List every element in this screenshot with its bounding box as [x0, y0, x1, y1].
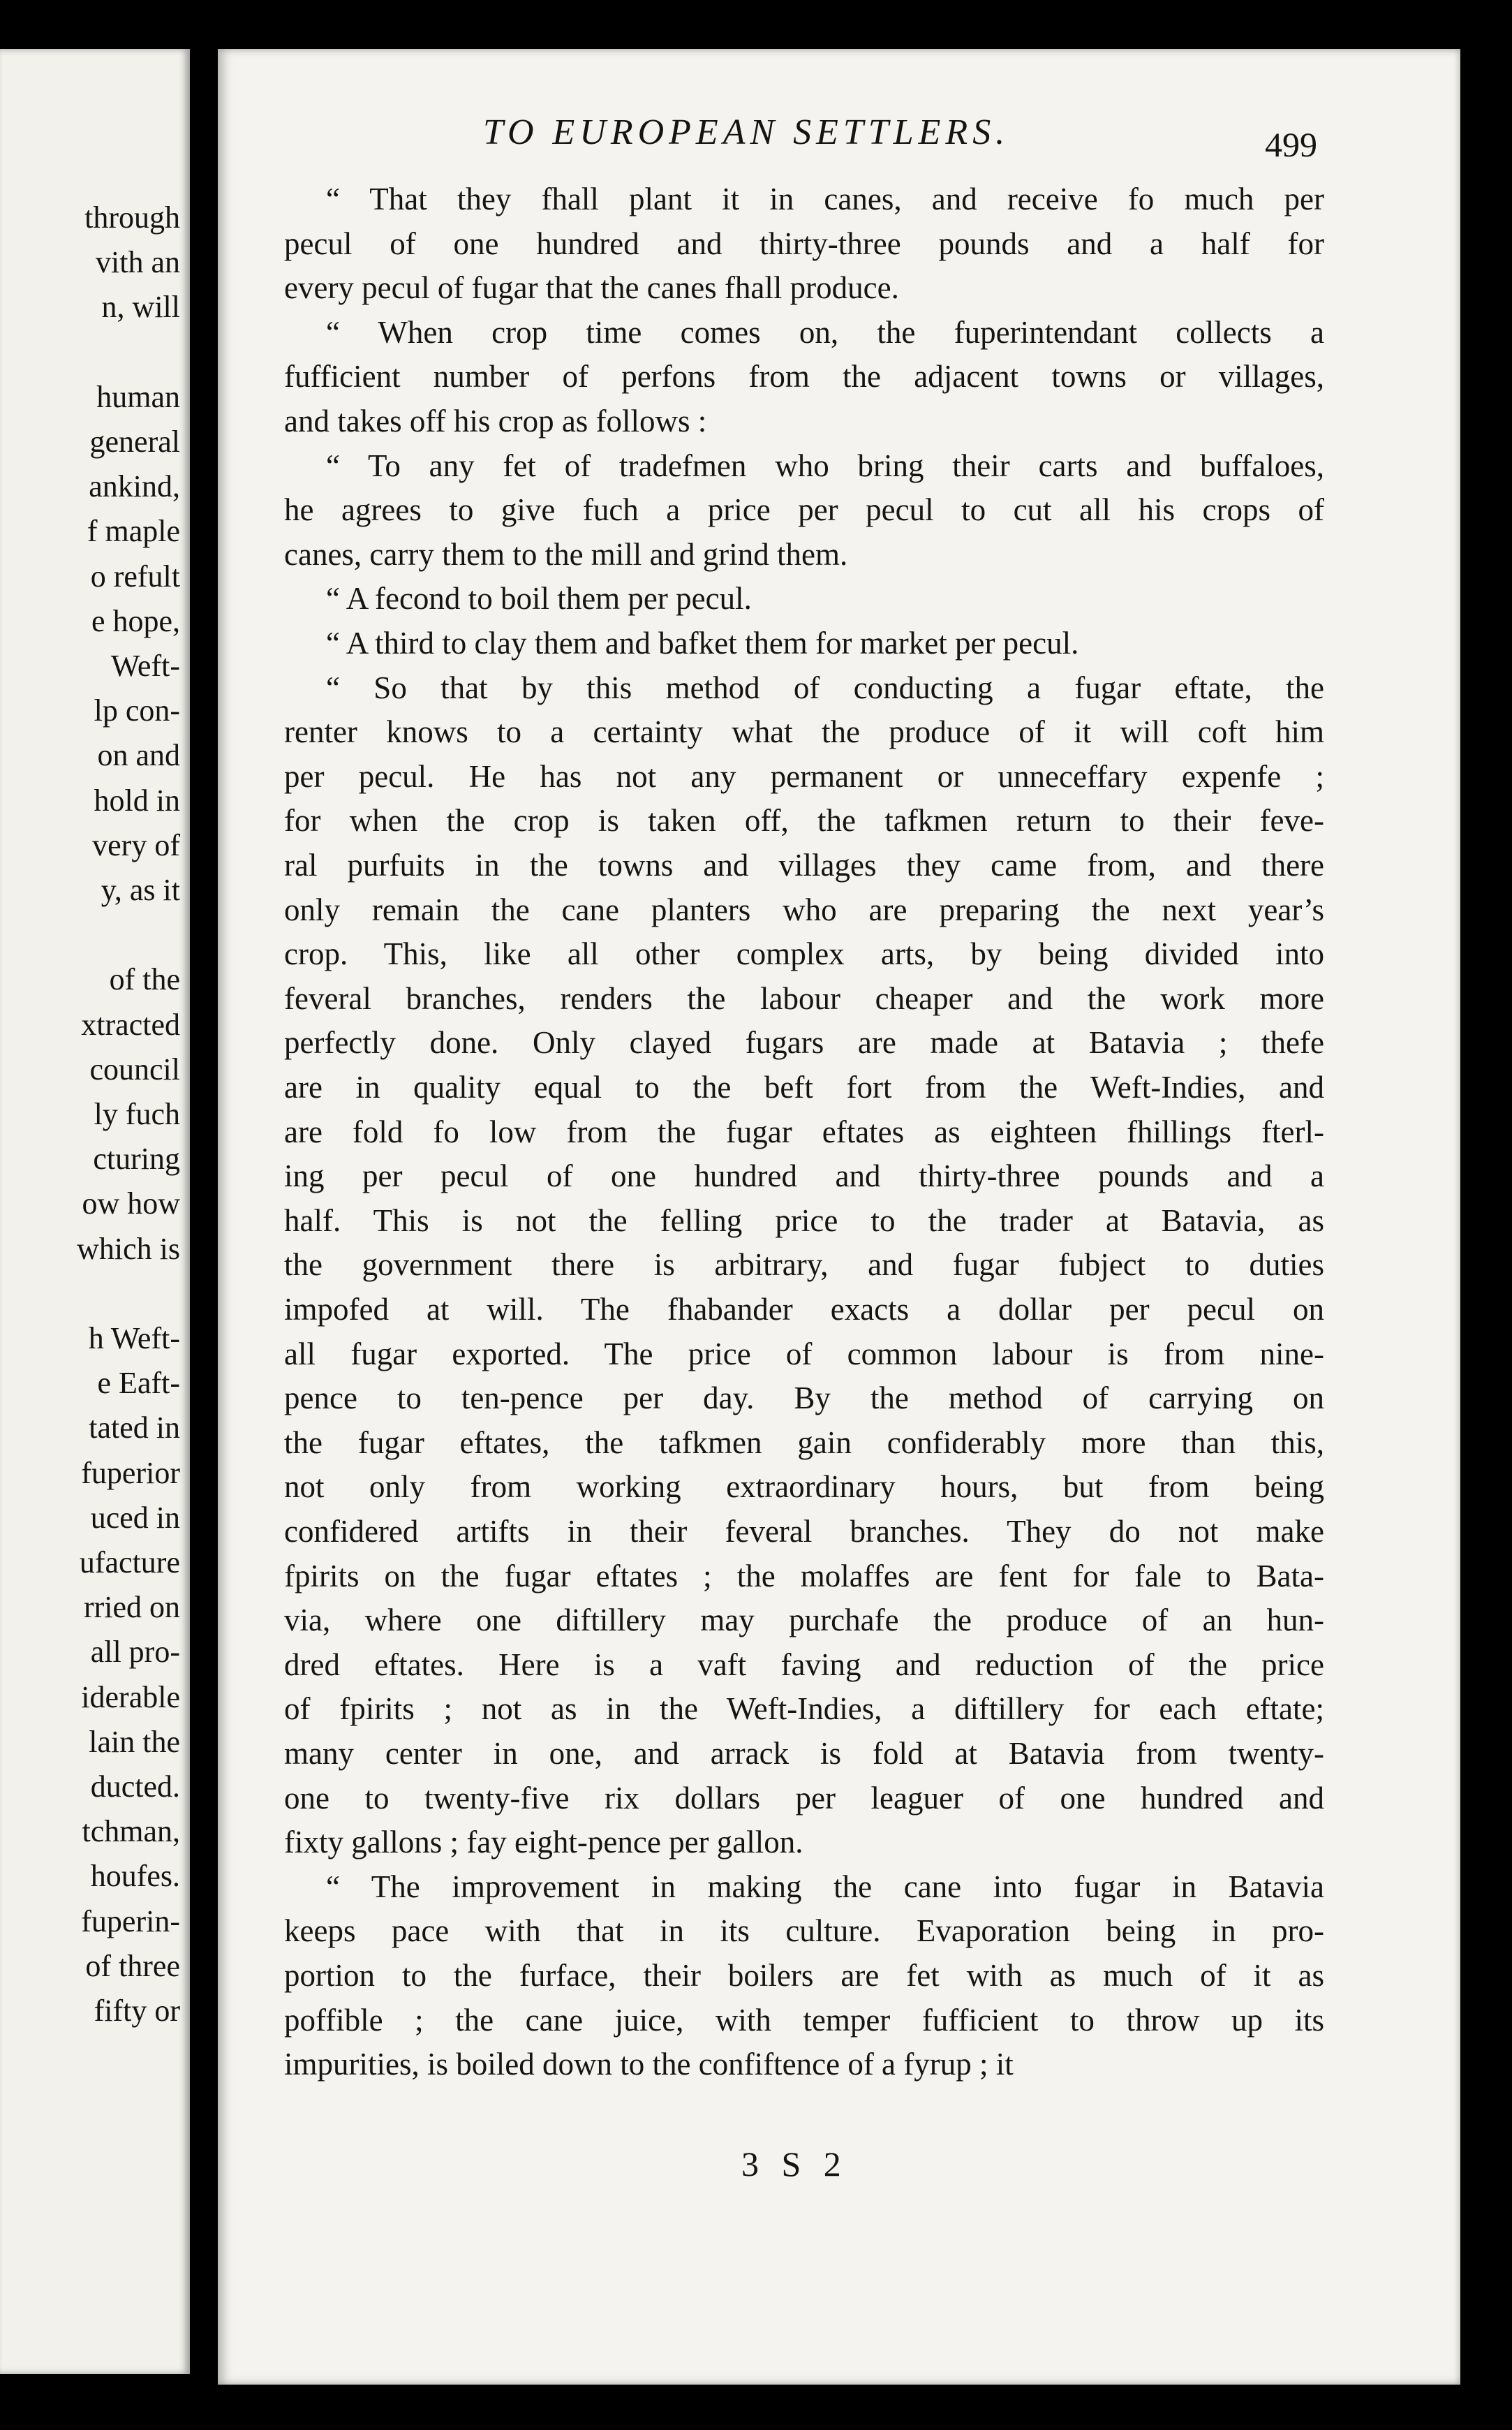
- left-facing-page: [0, 49, 190, 2374]
- body-text-line: the government there is arbitrary, and fugar fubject to duties: [284, 1247, 1324, 1283]
- body-text-line: via, where one diftillery may purchafe the produce of an hun-: [284, 1603, 1324, 1638]
- body-text-line: “ A fecond to boil them per pecul.: [326, 581, 752, 617]
- left-page-line: all pro-: [90, 1635, 180, 1670]
- left-page-line: rried on: [83, 1590, 180, 1625]
- body-text-line: the fugar eftates, the tafkmen gain confiderably more than this,: [284, 1424, 1324, 1460]
- body-text-line: ral purfuits in the towns and villages they came from, and there: [284, 848, 1324, 883]
- left-page-line: ankind,: [89, 469, 180, 504]
- signature-mark: 3 S 2: [741, 2144, 848, 2184]
- page-number: 499: [1265, 125, 1317, 164]
- left-page-line: general: [89, 425, 180, 459]
- body-text-line: confidered artifts in their feveral branches. They do not make: [284, 1514, 1324, 1549]
- body-text-line: fufficient number of perfons from the adjacent towns or villages,: [284, 359, 1324, 395]
- body-text-line: dred eftates. Here is a vaft faving and reduction of the price: [284, 1647, 1324, 1682]
- body-text-line: renter knows to a certainty what the produce of it will coft him: [284, 714, 1324, 750]
- body-text-line: half. This is not the felling price to the trader at Batavia, as: [284, 1202, 1324, 1238]
- body-text-line: impofed at will. The fhabander exacts a dollar per pecul on: [284, 1292, 1324, 1327]
- left-page-line: ly fuch: [94, 1097, 180, 1131]
- body-text-line: pecul of one hundred and thirty-three pounds and a half for: [284, 226, 1324, 261]
- body-text-line: “ That they fhall plant it in canes, and receive fo much per: [326, 182, 1324, 216]
- body-text-line: feveral branches, renders the labour cheaper and the work more: [284, 980, 1324, 1016]
- left-page-line: lp con-: [94, 693, 180, 728]
- left-page-line: of the: [109, 962, 180, 997]
- left-page-line: lain the: [89, 1724, 180, 1759]
- body-text-line: not only from working extraordinary hours, but from being: [284, 1469, 1324, 1505]
- left-page-line: of three: [85, 1948, 180, 1983]
- left-page-line: through: [84, 200, 180, 235]
- body-text-line: every pecul of fugar that the canes fhall produce.: [284, 270, 899, 306]
- body-text-line: are in quality equal to the beft fort from the Weft-Indies, and: [284, 1070, 1324, 1105]
- left-page-line: fuperior: [81, 1455, 180, 1490]
- body-text-line: for when the crop is taken off, the tafkmen return to their feve-: [284, 803, 1324, 839]
- body-text-line: one to twenty-five rix dollars per leaguer of one hundred and: [284, 1780, 1324, 1816]
- body-text-line: of fpirits ; not as in the Weft-Indies, a diftillery for each eftate;: [284, 1691, 1324, 1727]
- left-page-line: Weft-: [110, 649, 180, 683]
- left-page-line: fifty or: [94, 1994, 180, 2028]
- left-page-line: ducted.: [90, 1769, 180, 1804]
- left-page-line: vith an: [96, 245, 180, 280]
- left-page-line: fuperin-: [81, 1904, 180, 1938]
- body-text-line: “ When crop time comes on, the fuperintendant collects a: [326, 314, 1324, 350]
- left-page-line: which is: [77, 1231, 180, 1266]
- left-page-line: n, will: [101, 290, 180, 325]
- right-page: [218, 49, 1460, 2385]
- left-page-line: council: [89, 1052, 180, 1087]
- body-text-line: pence to ten-pence per day. By the method of carrying on: [284, 1380, 1324, 1416]
- body-text-line: “ To any fet of tradefmen who bring their carts and buffaloes,: [326, 448, 1324, 483]
- body-text-line: “ So that by this method of conducting a fugar eftate, the: [326, 670, 1324, 705]
- body-text-line: are fold fo low from the fugar eftates as eighteen fhillings fterl-: [284, 1114, 1324, 1149]
- left-page-line: f maple: [87, 514, 180, 549]
- left-page-line: iderable: [81, 1679, 180, 1714]
- body-text-line: all fugar exported. The price of common labour is from nine-: [284, 1336, 1324, 1371]
- left-page-line: h Weft-: [88, 1321, 180, 1355]
- body-text-line: fixty gallons ; fay eight-pence per gallon.: [284, 1825, 803, 1860]
- body-text-line: “ A third to clay them and bafket them for market per pecul.: [326, 626, 1079, 661]
- left-page-line: very of: [92, 827, 180, 862]
- body-text-line: impurities, is boiled down to the confiftence of a fyrup ; it: [284, 2047, 1014, 2082]
- body-text-line: portion to the furface, their boilers are fet with as much of it as: [284, 1958, 1324, 1993]
- left-page-line: uced in: [90, 1500, 180, 1535]
- body-text-line: canes, carry them to the mill and grind them.: [284, 536, 848, 572]
- left-page-line: houfes.: [90, 1859, 180, 1894]
- body-text-line: crop. This, like all other complex arts, by being divided into: [284, 936, 1324, 972]
- body-text-line: ing per pecul of one hundred and thirty-three pounds and a: [284, 1158, 1324, 1194]
- left-page-line: xtracted: [81, 1007, 180, 1042]
- left-page-line: human: [96, 379, 180, 414]
- left-page-line: e hope,: [91, 603, 180, 638]
- body-text-line: and takes off his crop as follows :: [284, 404, 707, 439]
- left-page-line: tchman,: [82, 1814, 180, 1849]
- left-page-line: ow how: [82, 1186, 180, 1221]
- body-text-line: he agrees to give fuch a price per pecul to cut all his crops of: [284, 492, 1324, 528]
- body-text-line: per pecul. He has not any permanent or unneceffary expenfe ;: [284, 758, 1324, 794]
- body-text-line: perfectly done. Only clayed fugars are made at Batavia ; thefe: [284, 1025, 1324, 1061]
- left-page-line: e Eaft-: [97, 1366, 180, 1401]
- left-page-line: cturing: [93, 1142, 180, 1177]
- left-page-line: y, as it: [101, 873, 180, 907]
- left-page-line: o refult: [90, 559, 180, 594]
- body-text-line: “ The improvement in making the cane into fugar in Batavia: [326, 1869, 1324, 1904]
- left-page-line: tated in: [89, 1411, 180, 1445]
- left-page-line: hold in: [94, 783, 180, 818]
- running-head: TO EUROPEAN SETTLERS.: [483, 112, 1010, 152]
- body-text-line: many center in one, and arrack is fold at Batavia from twenty-: [284, 1736, 1324, 1771]
- body-text-line: fpirits on the fugar eftates ; the molaffes are fent for fale to Bata-: [284, 1558, 1324, 1593]
- body-text-line: poffible ; the cane juice, with temper fufficient to throw up its: [284, 2002, 1324, 2038]
- left-page-line: on and: [97, 738, 180, 773]
- body-text-line: only remain the cane planters who are preparing the next year’s: [284, 892, 1324, 927]
- left-page-line: ufacture: [79, 1545, 180, 1580]
- body-text-line: keeps pace with that in its culture. Evaporation being in pro-: [284, 1913, 1324, 1949]
